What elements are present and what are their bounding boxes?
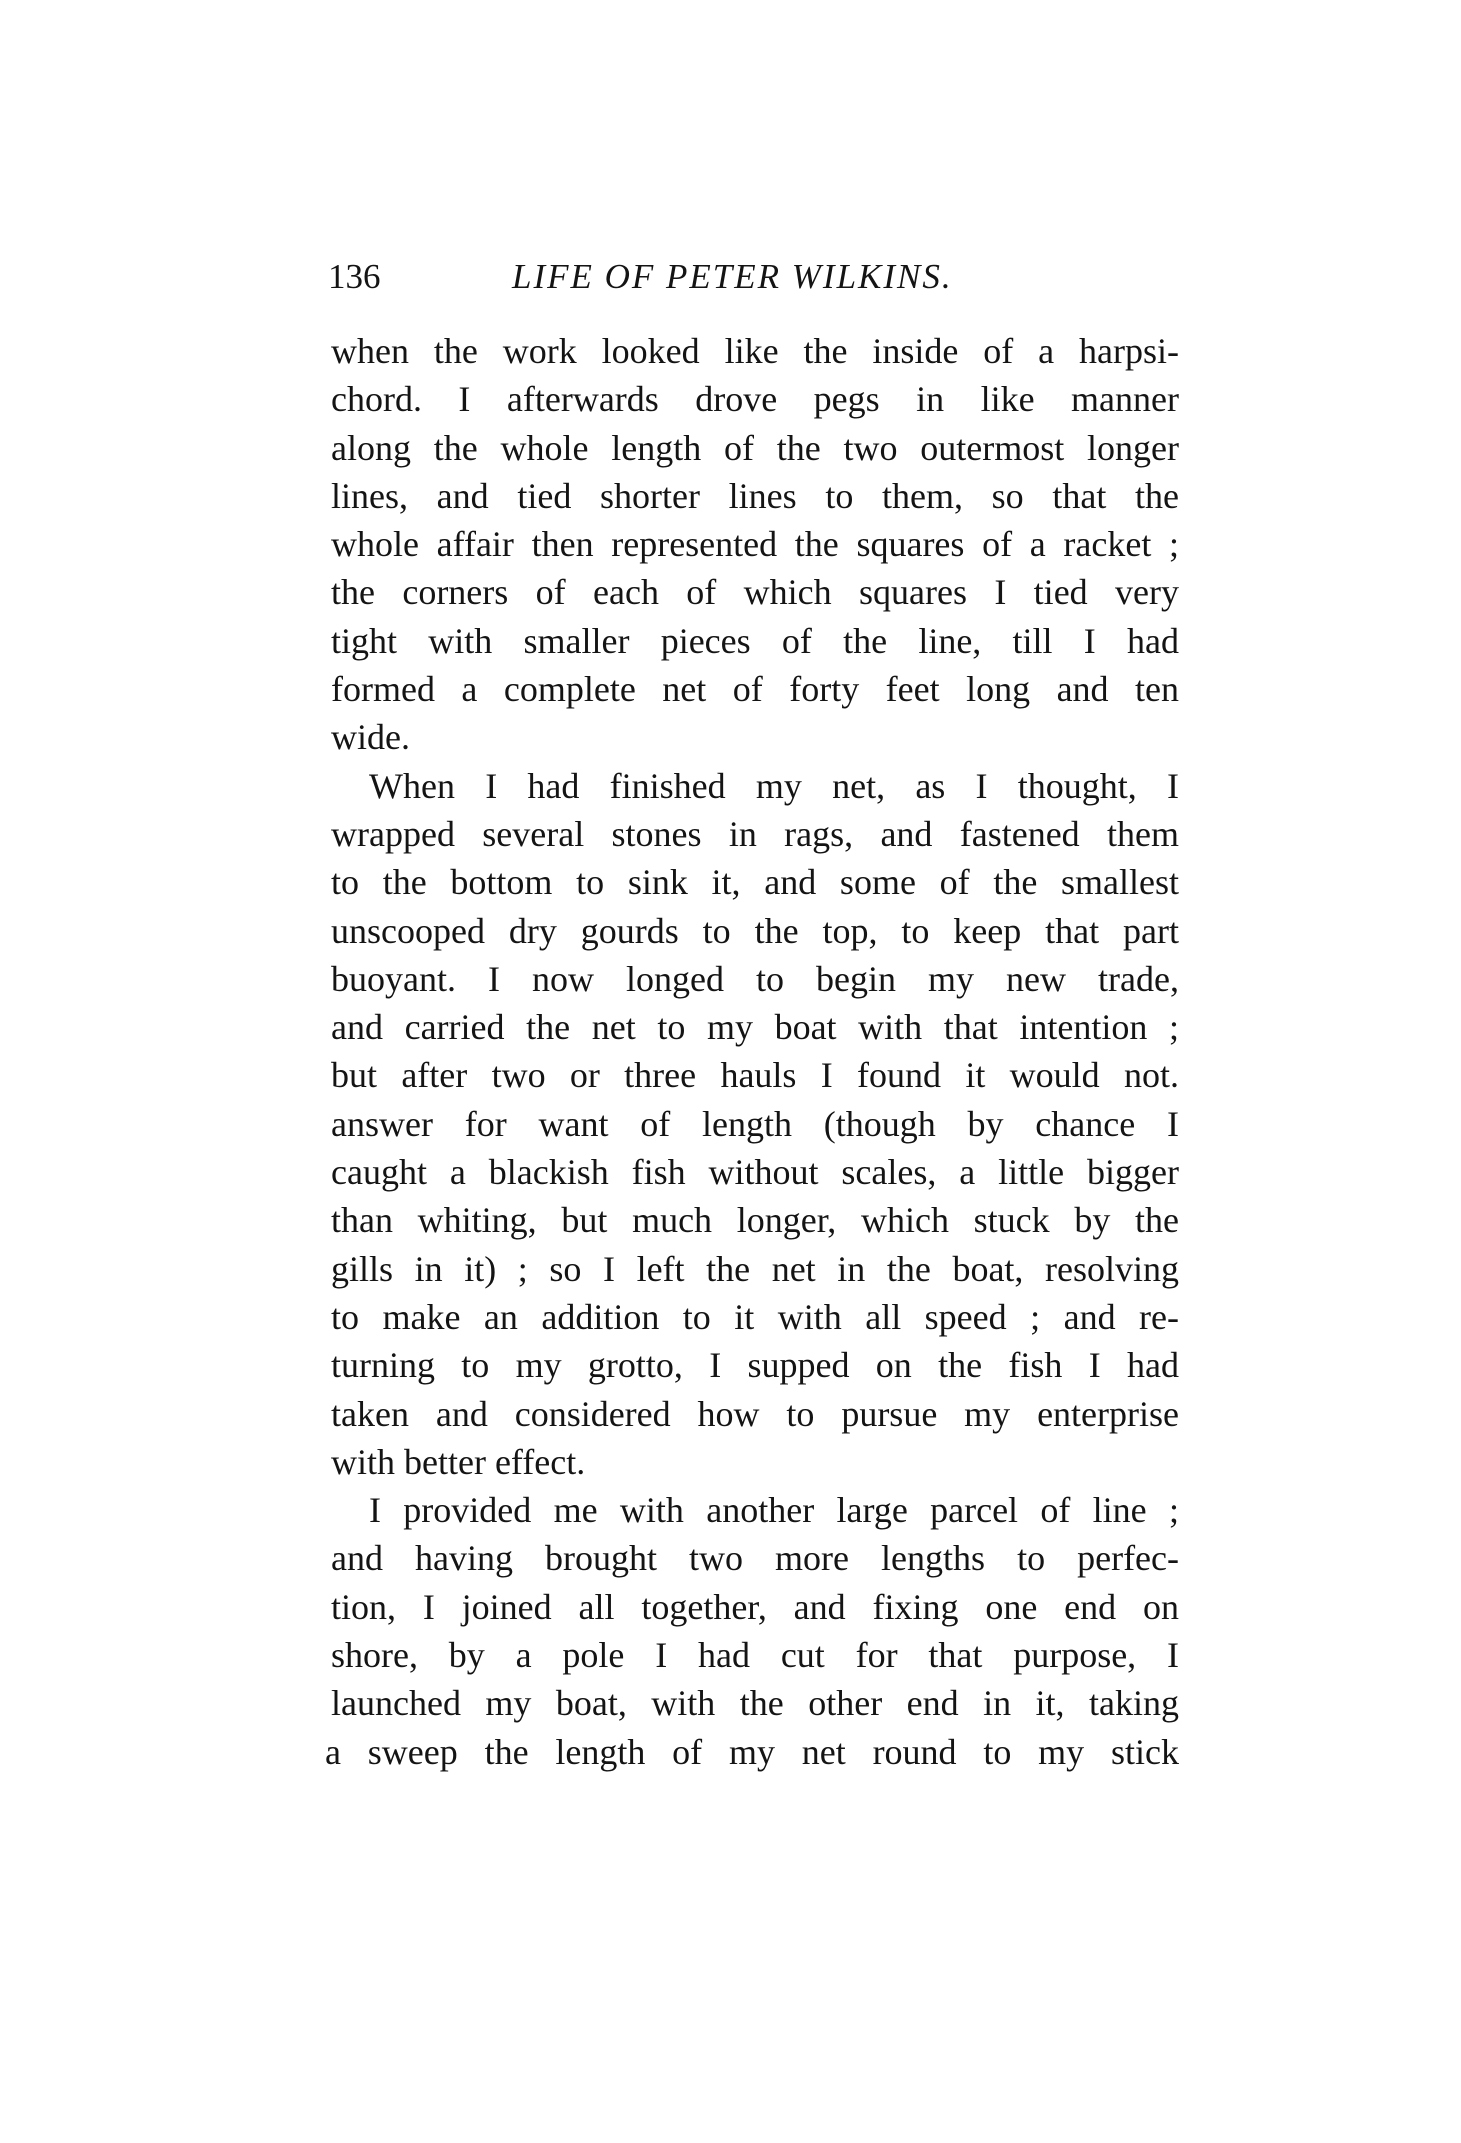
text-line: unscooped dry gourds to the top, to keep that part: [331, 910, 1179, 951]
text-line: to make an addition to it with all speed ; and re-: [331, 1296, 1179, 1337]
text-line: the corners of each of which squares I tied very: [331, 572, 1179, 613]
text-line: and carried the net to my boat with that intention ;: [331, 1007, 1179, 1048]
text-line: wide.: [331, 717, 410, 758]
body-text: [325, 327, 1179, 1776]
text-line: and having brought two more lengths to perfec-: [331, 1538, 1179, 1579]
text-line: chord. I afterwards drove pegs in like manner: [331, 379, 1179, 420]
text-line: tight with smaller pieces of the line, till I had: [331, 620, 1179, 661]
page-number: 136: [328, 257, 381, 296]
text-line: to the bottom to sink it, and some of the smallest: [331, 862, 1179, 903]
text-line: When I had finished my net, as I thought, I: [369, 765, 1179, 806]
text-line: turning to my grotto, I supped on the fish I had: [331, 1345, 1179, 1386]
text-line: wrapped several stones in rags, and fastened them: [331, 813, 1179, 854]
running-head: [328, 252, 1178, 302]
text-line: caught a blackish fish without scales, a little bigger: [331, 1152, 1179, 1193]
text-line: a sweep the length of my net round to my stick: [325, 1731, 1179, 1772]
text-line: I provided me with another large parcel of line ;: [369, 1490, 1179, 1531]
text-line: answer for want of length (though by chance I: [331, 1103, 1179, 1144]
text-line: launched my boat, with the other end in it, taking: [331, 1683, 1179, 1724]
running-title: LIFE OF PETER WILKINS.: [512, 257, 953, 296]
text-line: tion, I joined all together, and fixing one end on: [331, 1586, 1179, 1627]
text-line: gills in it) ; so I left the net in the boat, resolving: [331, 1248, 1179, 1289]
text-line: along the whole length of the two outermost longer: [331, 427, 1179, 468]
text-line: lines, and tied shorter lines to them, so that the: [331, 475, 1179, 516]
text-line: than whiting, but much longer, which stuck by the: [331, 1200, 1179, 1241]
text-line: taken and considered how to pursue my enterprise: [331, 1393, 1179, 1434]
text-line: shore, by a pole I had cut for that purpose, I: [331, 1635, 1179, 1676]
text-line: whole affair then represented the squares of a racket ;: [331, 524, 1179, 565]
text-line: buoyant. I now longed to begin my new trade,: [331, 958, 1179, 999]
text-line: with better effect.: [331, 1441, 586, 1482]
text-line: formed a complete net of forty feet long and ten: [331, 669, 1179, 710]
text-line: but after two or three hauls I found it would not.: [331, 1055, 1179, 1096]
text-line: when the work looked like the inside of a harpsi-: [331, 331, 1179, 371]
